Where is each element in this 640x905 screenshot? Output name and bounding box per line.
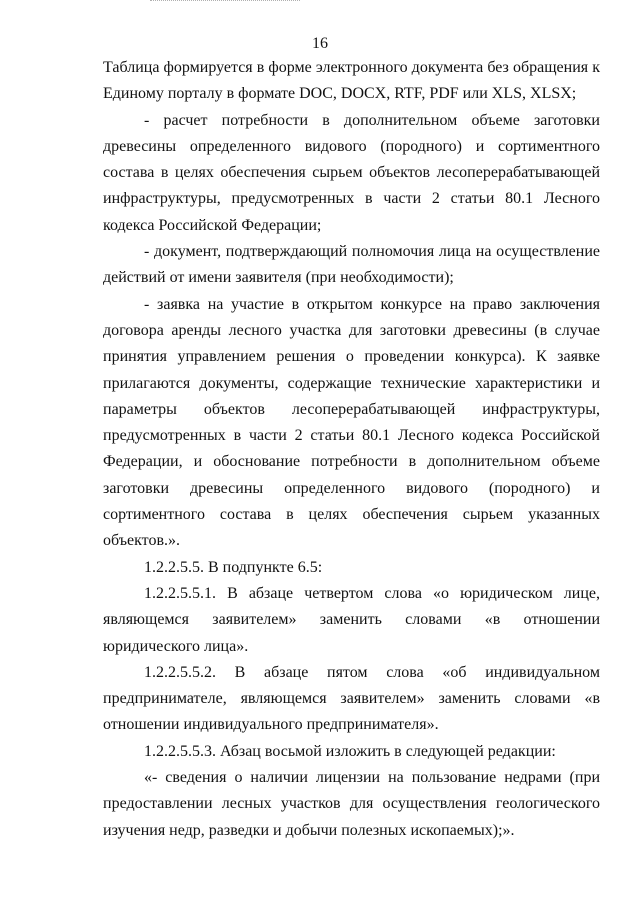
paragraph-volume-calculation: - расчет потребности в дополнительном объеме заготовки древесины определенного видового (породного) и сортиментного состава в целях обеспечения сырьем объектов лесоперерабатывающей инфраструктуры, предусмотренных в части 2 статьи 80.1 Лесного кодекса Российской Федерации; — [103, 111, 600, 234]
paragraph-amendment-1: 1.2.2.5.5.1. В абзаце четвертом слова «о юридическом лице, являющемся заявителем» заменить словами «в отношении юридического лица». — [103, 584, 600, 655]
document-body — [103, 55, 600, 844]
paragraph-amendment-3: 1.2.2.5.5.3. Абзац восьмой изложить в следующей редакции: — [144, 742, 556, 760]
scan-edge-mark — [150, 0, 300, 3]
paragraph-table-format: Таблица формируется в форме электронного документа без обращения к Единому порталу в формате DOC, DOCX, RTF, PDF или XLS, XLSX; — [103, 59, 600, 103]
paragraph-tender-application: - заявка на участие в открытом конкурсе на право заключения договора аренды лесного участка для заготовки древесины (в случае принятия управлением решения о проведении конкурса). К заявке прилагаются документы, содержащие технические характеристики и параметры объектов лесоперерабатывающей инфраструктуры, предусмотренных в части 2 статьи 80.1 Лесного кодекса Российской Федерации, и обоснование потребности в дополнительном объеме заготовки древесины определенного видового (породного) и сортиментного состава в целях обеспечения сырьем указанных объектов.». — [103, 295, 600, 550]
paragraph-amendment-2: 1.2.2.5.5.2. В абзаце пятом слова «об индивидуальном предпринимателе, являющемся заявителем» заменить словами «в отношении индивидуального предпринимателя». — [103, 663, 600, 734]
paragraph-license-info: «- сведения о наличии лицензии на пользование недрами (при предоставлении лесных участков для осуществления геологического изучения недр, разведки и добычи полезных ископаемых);». — [103, 769, 600, 839]
page-number: 16 — [312, 35, 328, 52]
paragraph-subitem-6-5: 1.2.2.5.5. В подпункте 6.5: — [144, 558, 323, 576]
paragraph-authority-document: - документ, подтверждающий полномочия лица на осуществление действий от имени заявителя (при необходимости); — [103, 243, 600, 287]
